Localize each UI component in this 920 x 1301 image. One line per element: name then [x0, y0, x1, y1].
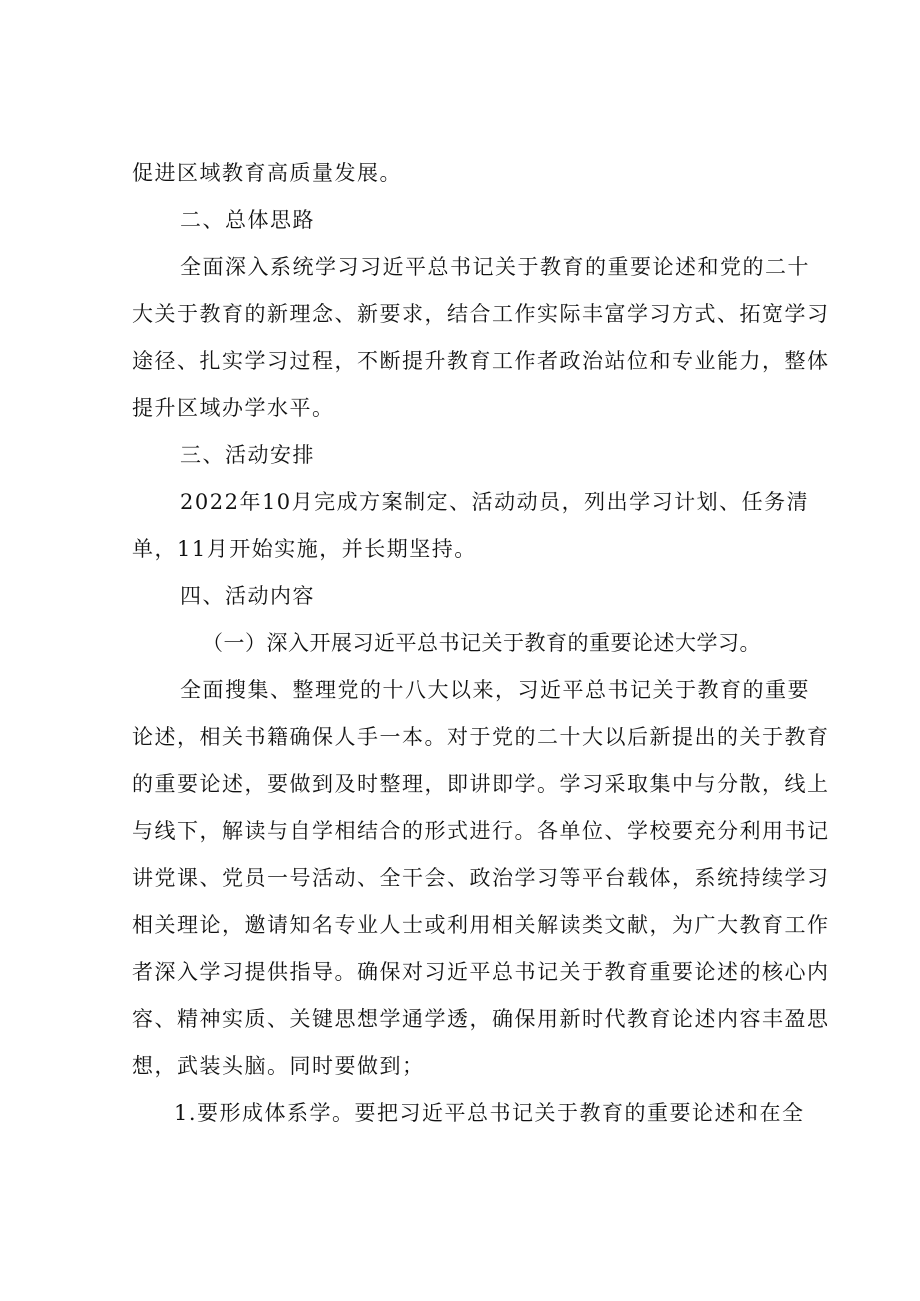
paragraph-line: 全面深入系统学习习近平总书记关于教育的重要论述和党的二十	[180, 255, 810, 279]
paragraph-overall-approach	[132, 244, 830, 432]
paragraph-line: 者深入学习提供指导。确保对习近平总书记关于教育重要论述的核心内	[132, 960, 830, 984]
subsection-heading-study: （一）深入开展习近平总书记关于教育的重要论述大学习。	[202, 631, 761, 655]
list-item-systematic-study: 1.要形成体系学。要把习近平总书记关于教育的重要论述和在全	[174, 1101, 805, 1125]
paragraph-line: 论述，相关书籍确保人手一本。对于党的二十大以后新提出的关于教育	[132, 725, 830, 749]
paragraph-activity-schedule	[132, 479, 810, 573]
paragraph-line: 提升区域办学水平。	[132, 396, 335, 420]
paragraph-line: 与线下，解读与自学相结合的形式进行。各单位、学校要充分利用书记	[132, 819, 830, 843]
section-heading-activity-content: 四、活动内容	[180, 584, 315, 608]
section-heading-activity-schedule: 三、活动安排	[180, 443, 315, 467]
paragraph-line: 讲党课、党员一号活动、全干会、政治学习等平台载体，系统持续学习	[132, 866, 830, 890]
paragraph-line: 的重要论述，要做到及时整理，即讲即学。学习采取集中与分散，线上	[132, 772, 830, 796]
paragraph-line: 容、精神实质、关键思想学通学透，确保用新时代教育论述内容丰盈思	[132, 1007, 830, 1031]
paragraph-line: 2022年10月完成方案制定、活动动员，列出学习计划、任务清	[180, 490, 810, 514]
section-heading-overall-approach: 二、总体思路	[180, 208, 315, 232]
paragraph-line: 想，武装头脑。同时要做到；	[132, 1054, 425, 1078]
paragraph-line: 全面搜集、整理党的十八大以来，习近平总书记关于教育的重要	[180, 678, 810, 702]
paragraph-line: 单，11月开始实施，并长期坚持。	[132, 537, 477, 561]
paragraph-study-content	[132, 667, 830, 1090]
paragraph-line: 大关于教育的新理念、新要求，结合工作实际丰富学习方式、拓宽学习	[132, 302, 830, 326]
paragraph-line: 途径、扎实学习过程，不断提升教育工作者政治站位和专业能力，整体	[132, 349, 830, 373]
continuation-text: 促进区域教育高质量发展。	[132, 161, 402, 185]
paragraph-line: 相关理论，邀请知名专业人士或利用相关解读类文献，为广大教育工作	[132, 913, 830, 937]
